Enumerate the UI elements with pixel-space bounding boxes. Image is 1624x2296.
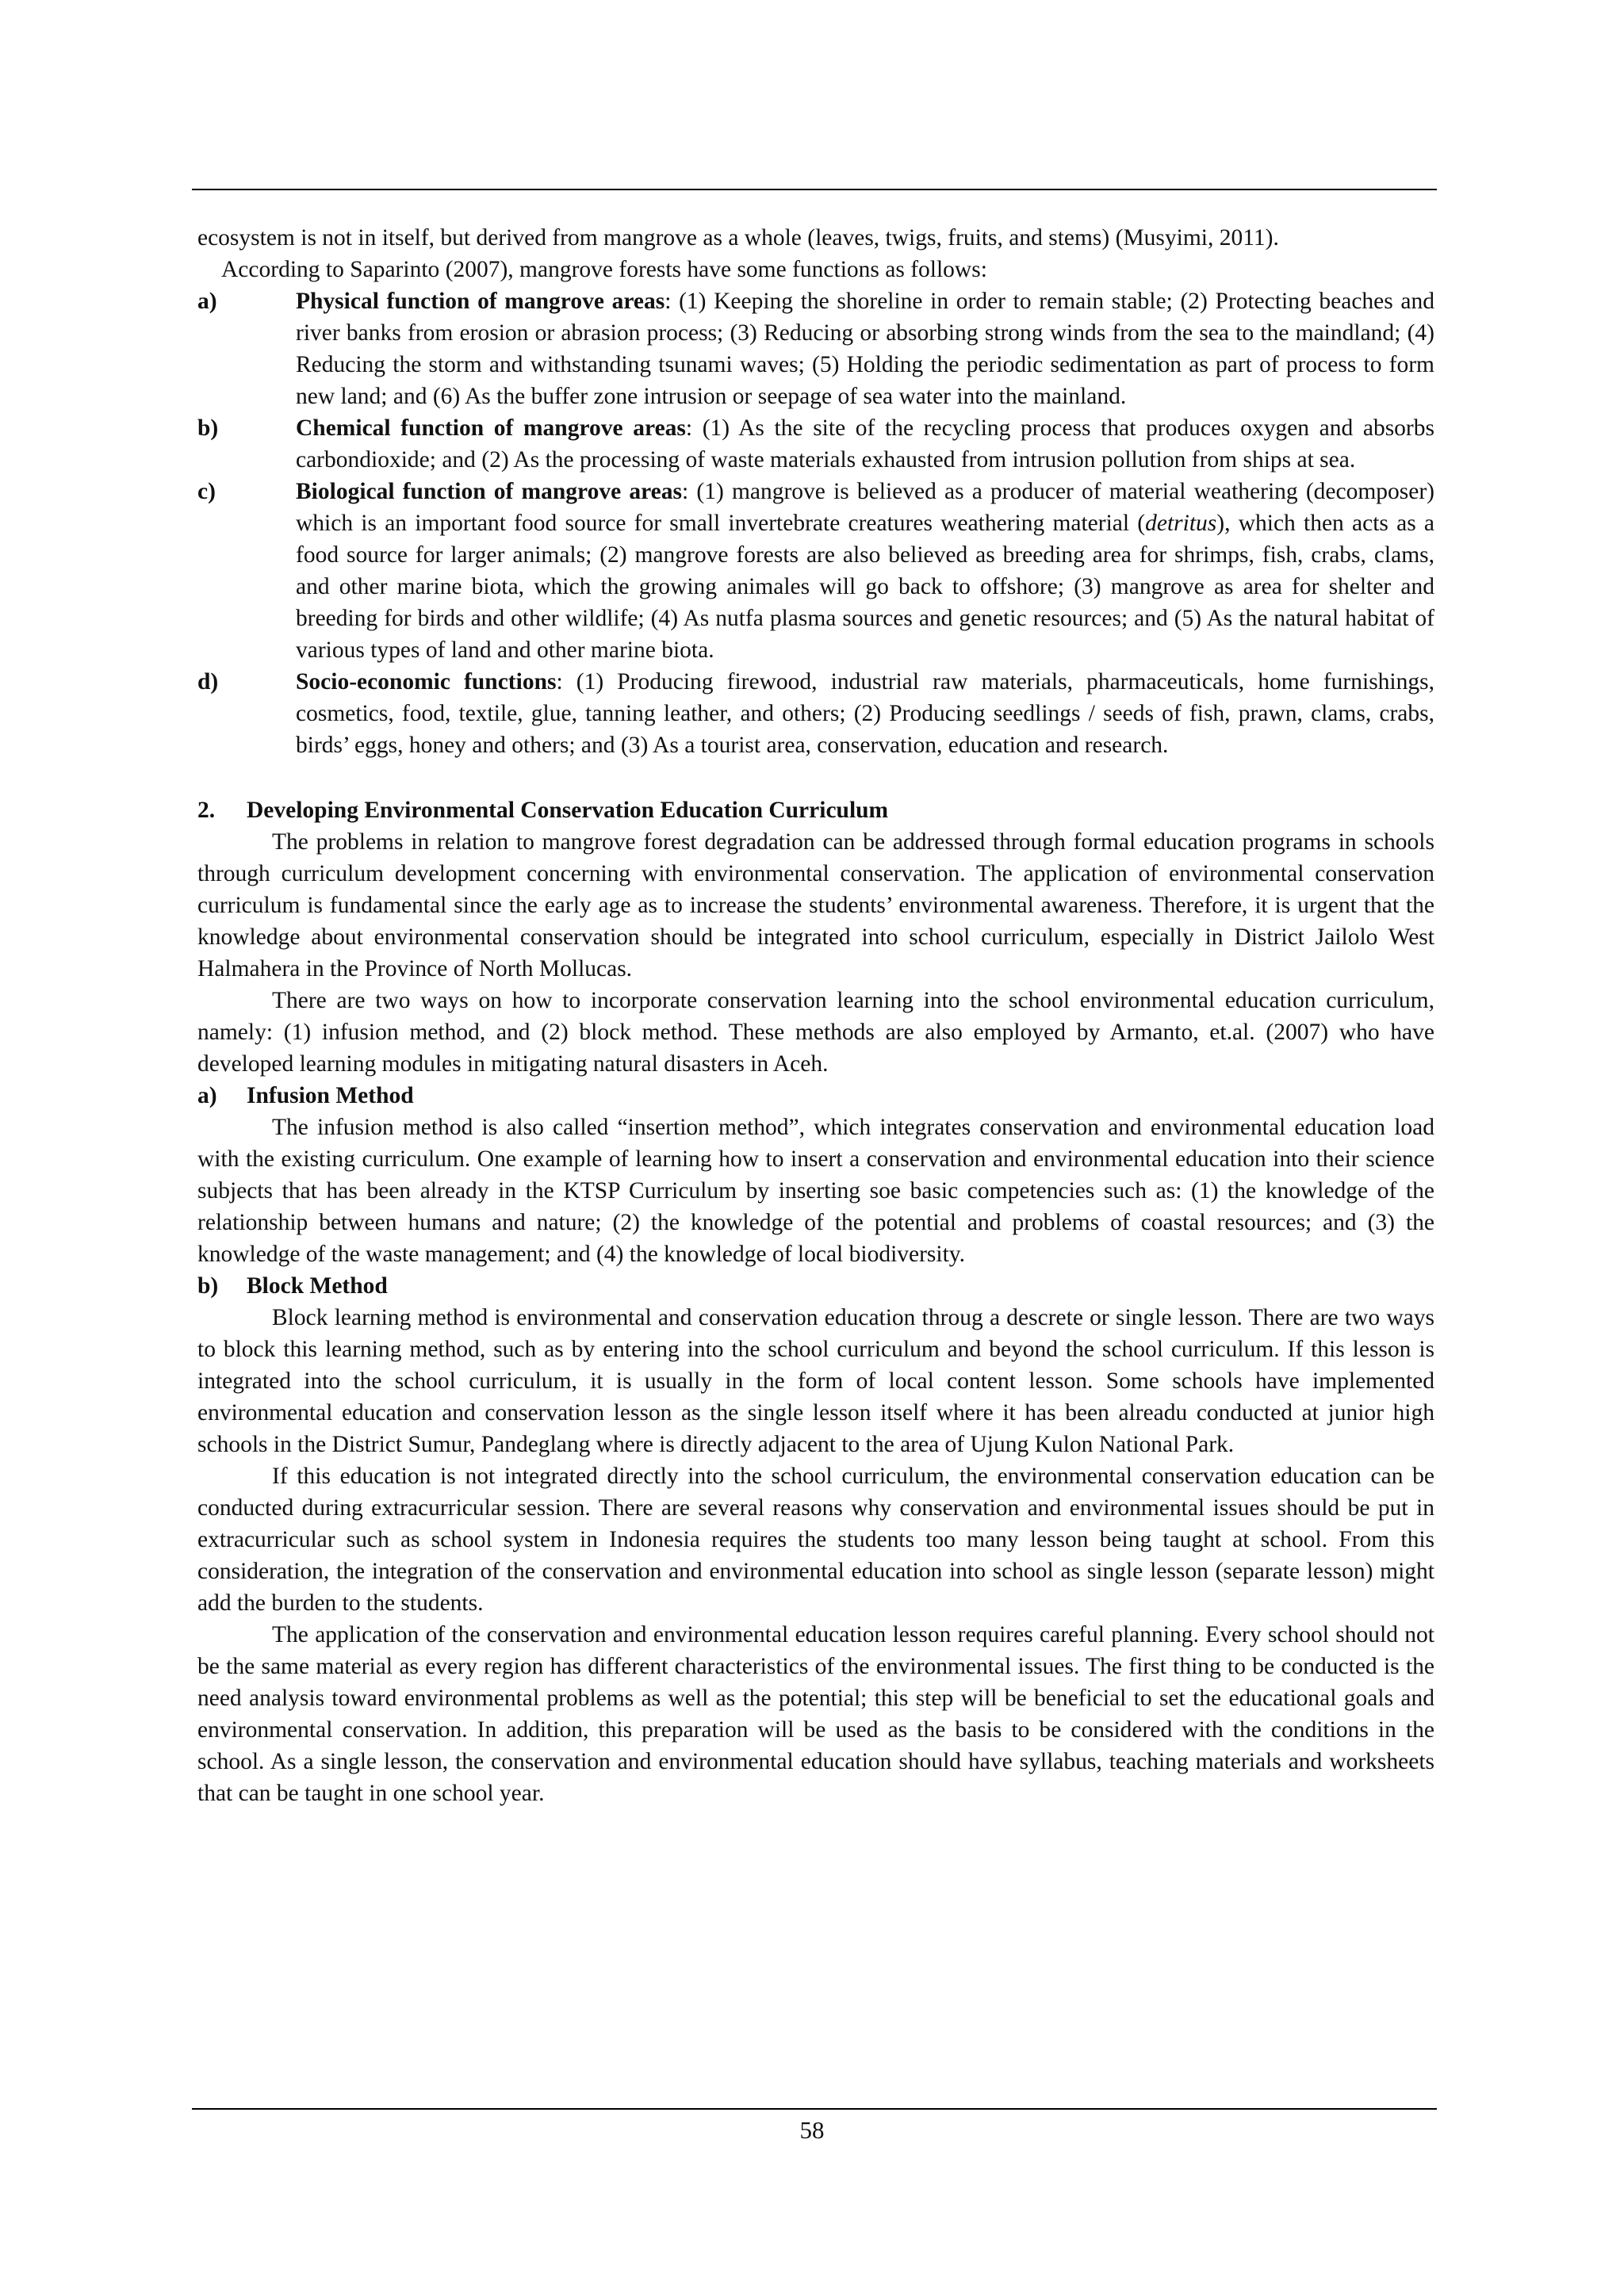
italic-term: detritus <box>1145 511 1217 536</box>
page-content <box>197 222 1434 1809</box>
paragraph-continued: ecosystem is not in itself, but derived from mangrove as a whole (leaves, twigs, fruits, and stems) (Musyimi, 2011). <box>197 225 1279 251</box>
subsection-heading-infusion <box>197 1080 1434 1112</box>
functions-list <box>197 285 1434 761</box>
section-heading <box>197 794 1434 826</box>
paragraph: The application of the conservation and environmental education lesson requires careful planning. Every school should not be the same material as every region has different characteristics of the environmental issues. The first thing to be conducted is the need analysis toward environmental problems as well as the potential; this step will be beneficial to set the educational goals and environmental conservation. In addition, this preparation will be used as the basis to be considered with the conditions in the school. As a single lesson, the conservation and environmental education should have syllabus, teaching materials and worksheets that can be taught in one school year. <box>197 1622 1434 1806</box>
header-rule <box>192 189 1437 190</box>
paragraph: Block learning method is environmental and conservation education throug a descrete or single lesson. There are two ways to block this learning method, such as by entering into the school curriculum and beyond the school curriculum. If this lesson is integrated into the school curriculum, it is usually in the form of local content lesson. Some schools have implemented environmental education and conservation lesson as the single lesson itself where it has been alreadu conducted at junior high schools in the District Sumur, Pandeglang where is directly adjacent to the area of Ujung Kulon National Park. <box>197 1305 1434 1457</box>
list-item-body <box>296 666 1434 761</box>
list-item-title: Chemical function of mangrove areas <box>296 415 686 441</box>
subsection-heading-block <box>197 1270 1434 1302</box>
list-marker: d) <box>197 669 219 695</box>
list-marker: a) <box>197 289 217 314</box>
subsection-title: Infusion Method <box>247 1083 414 1108</box>
list-item-biological <box>197 476 1434 666</box>
list-marker: b) <box>197 415 219 441</box>
list-item-text: : (1) Keeping the shoreline in order to remain stable; (2) Protecting beaches and river banks from erosion or abrasion process; (3) Reducing or absorbing strong winds from the sea to the maindland; (4) Reducing the storm and withstanding tsunami waves; (5) Holding the periodic sedimentation as part of process to form new land; and (6) As the buffer zone intrusion or seepage of sea water into the mainland. <box>296 289 1434 409</box>
list-item-text: : (1) As the site of the recycling process that produces oxygen and absorbs carbondioxide; and (2) As the processing of waste materials exhausted from intrusion pollution from ships at sea. <box>296 415 1434 473</box>
paragraph: The infusion method is also called “insertion method”, which integrates conservation and environmental education load with the existing curriculum. One example of learning how to insert a conservation and environmental education into their science subjects that has been already in the KTSP Curriculum by inserting soe basic competencies such as: (1) the knowledge of the relationship between humans and nature; (2) the knowledge of the potential and problems of coastal resources; and (3) the knowledge of the waste management; and (4) the knowledge of local biodiversity. <box>197 1115 1434 1267</box>
list-item-body <box>296 285 1434 412</box>
subsection-label: b) <box>197 1273 219 1299</box>
list-item-text: ), which then acts as a food source for larger animals; (2) mangrove forests are also believed as breeding area for shrimps, fish, crabs, clams, and other marine biota, which the growing animales will go back to offshore; (3) mangrove as area for shelter and breeding for birds and other wildlife; (4) As nutfa plasma sources and genetic resources; and (5) As the natural habitat of various types of land and other marine biota. <box>296 511 1434 663</box>
paragraph: If this education is not integrated directly into the school curriculum, the environmental conservation education can be conducted during extracurricular session. There are several reasons why conservation and environmental issues should be put in extracurricular such as school system in Indonesia requires the students too many lesson being taught at school. From this consideration, the integration of the conservation and environmental education into school as single lesson (separate lesson) might add the burden to the students. <box>197 1464 1434 1616</box>
list-item-chemical <box>197 412 1434 476</box>
footer-rule <box>192 2108 1437 2110</box>
list-item-physical <box>197 285 1434 412</box>
page-number: 58 <box>799 2116 825 2144</box>
list-item-title: Socio-economic functions <box>296 669 557 695</box>
list-item-text: : (1) Producing firewood, industrial raw materials, pharmaceuticals, home furnishings, cosmetics, food, textile, glue, tanning leather, and others; (2) Producing seedlings / seeds of fish, prawn, clams, crabs, birds’ eggs, honey and others; and (3) As a tourist area, conservation, education and research. <box>296 669 1434 758</box>
subsection-title: Block Method <box>247 1273 388 1299</box>
list-item-socio-economic <box>197 666 1434 761</box>
list-item-title: Biological function of mangrove areas <box>296 479 682 504</box>
list-item-body <box>296 412 1434 476</box>
section-number: 2. <box>197 798 216 823</box>
subsection-label: a) <box>197 1083 217 1108</box>
paragraph: There are two ways on how to incorporate conservation learning into the school environmental education curriculum, namely: (1) infusion method, and (2) block method. These methods are also employed by Armanto, et.al. (2007) who have developed learning modules in mitigating natural disasters in Aceh. <box>197 988 1434 1077</box>
list-item-text: : (1) mangrove is believed as a producer of material weathering (decomposer) which is an important food source for small invertebrate creatures weathering material ( <box>296 479 1434 536</box>
list-item-title: Physical function of mangrove areas <box>296 289 665 314</box>
list-marker: c) <box>197 479 216 504</box>
list-item-body <box>296 476 1434 666</box>
paragraph: The problems in relation to mangrove forest degradation can be addressed through formal education programs in schools through curriculum development concerning with environmental conservation. The application of environmental conservation curriculum is fundamental since the early age as to increase the students’ environmental awareness. Therefore, it is urgent that the knowledge about environmental conservation should be integrated into school curriculum, especially in District Jailolo West Halmahera in the Province of North Mollucas. <box>197 829 1434 982</box>
section-title: Developing Environmental Conservation Education Curriculum <box>247 798 889 823</box>
paragraph-functions-intro: According to Saparinto (2007), mangrove forests have some functions as follows: <box>221 257 987 282</box>
